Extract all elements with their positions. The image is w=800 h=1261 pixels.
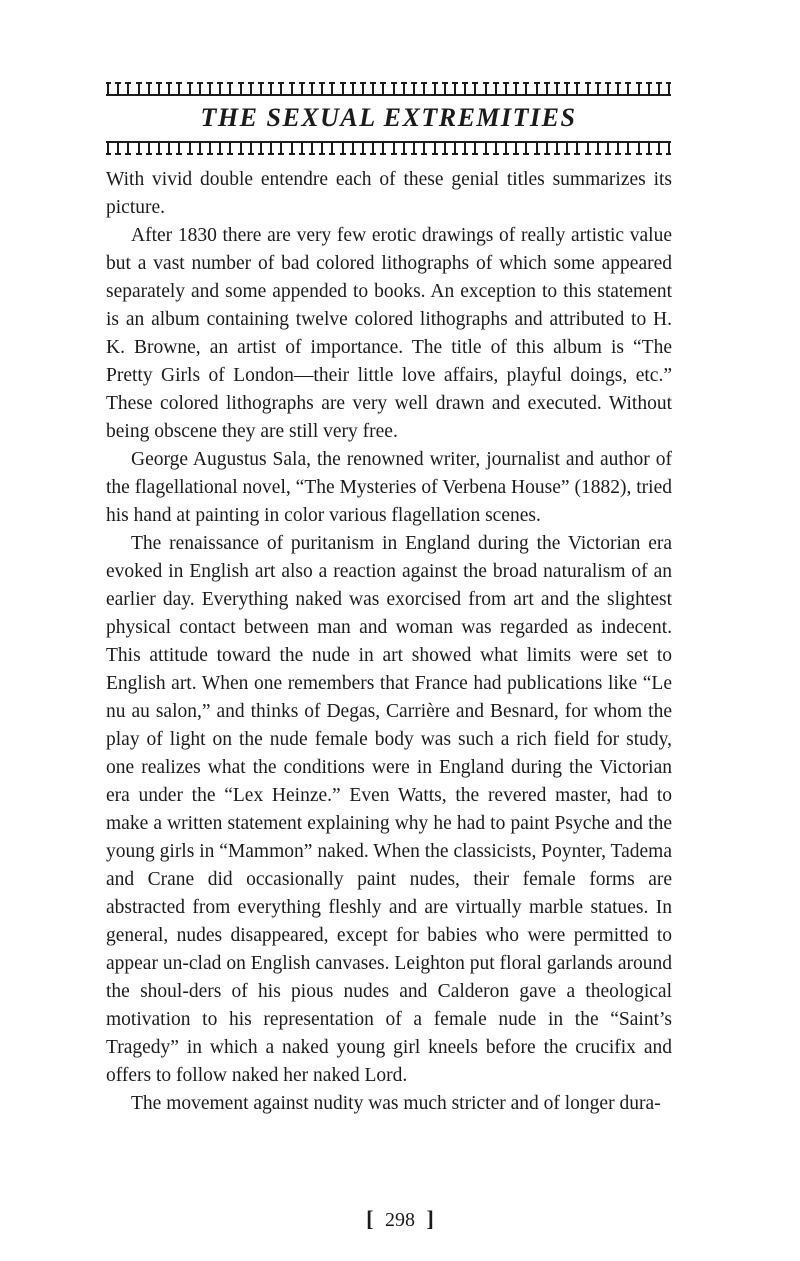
- paragraph: After 1830 there are very few erotic drawings of really artistic value but a vast number of bad colored lithographs of which some appeared separately and some appended to books. An exception to this statement is an album containing twelve colored lithographs and attributed to H. K. Browne, an artist of importance. The title of this album is “The Pretty Girls of London—their little love affairs, playful doings, etc.” These colored lithographs are very well drawn and executed. Without being obscene they are still very free.: [106, 225, 672, 442]
- ornament-tick: [330, 82, 333, 94]
- ornament-tick: [463, 143, 466, 155]
- ornament-tick: [300, 143, 303, 155]
- ornament-tick: [218, 143, 221, 155]
- ornament-tick: [453, 143, 456, 155]
- ornament-tick: [484, 82, 487, 94]
- paragraph: With vivid double entendre each of these genial titles summarizes its picture.: [106, 169, 672, 218]
- ornament-tick: [198, 82, 201, 94]
- ornament-tick: [555, 82, 558, 94]
- ornament-tick: [535, 143, 538, 155]
- ornament-tick: [177, 143, 180, 155]
- ornament-tick: [586, 82, 589, 94]
- ornament-tick: [320, 82, 323, 94]
- ornament-tick: [351, 143, 354, 155]
- ornament-tick: [657, 143, 660, 155]
- ornament-tick: [137, 143, 140, 155]
- ornament-tick: [188, 143, 191, 155]
- body-text: [106, 166, 672, 1118]
- ornament-tick: [116, 143, 119, 155]
- paragraph: The movement against nudity was much stricter and of longer dura-: [131, 1093, 661, 1114]
- ornament-tick: [484, 143, 487, 155]
- ornament-tick: [463, 82, 466, 94]
- ornament-tick: [320, 143, 323, 155]
- ornament-tick: [279, 82, 282, 94]
- ornament-tick: [228, 143, 231, 155]
- page-number-value: 298: [385, 1209, 415, 1231]
- ornament-tick: [473, 82, 476, 94]
- ornament-tick: [371, 143, 374, 155]
- ornament-tick: [290, 82, 293, 94]
- ornament-tick: [371, 82, 374, 94]
- ornament-tick: [453, 82, 456, 94]
- ornament-tick: [626, 82, 629, 94]
- ornament-tick: [269, 143, 272, 155]
- ornament-tick: [514, 143, 517, 155]
- ornament-tick: [177, 82, 180, 94]
- ornament-tick: [535, 82, 538, 94]
- ornament-tick: [596, 143, 599, 155]
- ornament-tick: [167, 143, 170, 155]
- ornament-tick: [606, 143, 609, 155]
- ornament-tick: [300, 82, 303, 94]
- ornament-tick: [443, 82, 446, 94]
- ornament-tick: [575, 82, 578, 94]
- ornament-tick: [412, 82, 415, 94]
- header-ornament-top: [106, 82, 671, 96]
- paragraph: The renaissance of puritanism in England during the Victorian era evoked in English art also a reaction against the broad naturalism of an earlier day. Everything naked was exorcised from art and the slightest physical contact between man and woman was regarded as indecent. This attitude toward the nude in art showed what limits were set to English art. When one remembers that France had publications like “Le nu au salon,” and thinks of Degas, Carrière and Besnard, for whom the play of light on the nude female body was such a rich field for study, one realizes what the conditions were in England during the Victorian era under the “Lex Heinze.” Even Watts, the revered master, had to make a written statement explaining why he had to paint Psyche and the young girls in “Mammon” naked. When the classicists, Poynter, Tadema and Crane did occasionally paint nudes, their female forms are abstracted from everything fleshly and are virtually marble statues. In general, nudes disappeared, except for babies who were permitted to appear un-clad on English canvases. Leighton put floral garlands around the shoul-ders of his pious nudes and Calderon gave a theological motivation to his representation of a female nude in the “Saint’s Tragedy” in which a naked young girl kneels before the crucifix and offers to follow naked her naked Lord.: [106, 533, 672, 1086]
- ornament-tick: [290, 143, 293, 155]
- ornament-tick: [392, 82, 395, 94]
- ornament-tick: [249, 82, 252, 94]
- ornament-tick: [433, 82, 436, 94]
- ornament-tick: [198, 143, 201, 155]
- ornament-tick: [504, 143, 507, 155]
- ornament-tick: [647, 82, 650, 94]
- ornament-tick: [626, 143, 629, 155]
- page-number-open-bracket: [: [366, 1206, 374, 1231]
- ornament-tick: [259, 143, 262, 155]
- ornament-tick: [637, 82, 640, 94]
- ornament-tick: [208, 82, 211, 94]
- ornament-tick: [443, 143, 446, 155]
- paragraph: George Augustus Sala, the renowned writer, journalist and author of the flagellational novel, “The Mysteries of Verbena House” (1882), tried his hand at painting in color various flagellation scenes.: [106, 449, 672, 526]
- ornament-tick: [412, 143, 415, 155]
- ornament-tick: [504, 82, 507, 94]
- page-number-close-bracket: ]: [426, 1206, 434, 1231]
- ornament-tick: [586, 143, 589, 155]
- ornament-tick: [279, 143, 282, 155]
- ornament-tick: [208, 143, 211, 155]
- ornament-tick: [157, 82, 160, 94]
- ornament-tick: [402, 82, 405, 94]
- ornament-tick: [228, 82, 231, 94]
- ornament-tick: [616, 143, 619, 155]
- ornament-tick: [341, 143, 344, 155]
- ornament-tick: [514, 82, 517, 94]
- ornament-tick: [606, 82, 609, 94]
- ornament-tick: [259, 82, 262, 94]
- ornament-tick: [239, 143, 242, 155]
- ornament-tick: [494, 143, 497, 155]
- ornament-tick: [147, 143, 150, 155]
- ornament-tick: [616, 82, 619, 94]
- ornament-tick: [106, 143, 109, 155]
- ornament-tick: [351, 82, 354, 94]
- ornament-tick: [188, 82, 191, 94]
- ornament-tick: [524, 82, 527, 94]
- ornament-tick: [433, 143, 436, 155]
- ornament-tick: [545, 143, 548, 155]
- ornament-tick: [218, 82, 221, 94]
- ornament-tick: [381, 82, 384, 94]
- ornament-tick: [341, 82, 344, 94]
- ornament-tick: [596, 82, 599, 94]
- ornament-tick: [524, 143, 527, 155]
- ornament-tick: [330, 143, 333, 155]
- ornament-tick: [667, 82, 670, 94]
- ornament-tick: [555, 143, 558, 155]
- ornament-tick: [402, 143, 405, 155]
- ornament-tick: [657, 82, 660, 94]
- ornament-tick: [157, 143, 160, 155]
- ornament-tick: [494, 82, 497, 94]
- ornament-tick: [310, 82, 313, 94]
- ornament-tick: [269, 82, 272, 94]
- ornament-tick: [361, 82, 364, 94]
- ornament-tick: [422, 82, 425, 94]
- ornament-tick: [545, 82, 548, 94]
- ornament-tick: [310, 143, 313, 155]
- ornament-tick: [647, 143, 650, 155]
- ornament-tick: [239, 82, 242, 94]
- ornament-tick: [126, 143, 129, 155]
- ornament-tick: [126, 82, 129, 94]
- ornament-tick: [565, 82, 568, 94]
- header-ornament-bottom: [106, 141, 671, 155]
- running-head: THE SEXUAL EXTREMITIES: [200, 103, 577, 132]
- ornament-tick: [106, 82, 109, 94]
- ornament-tick: [575, 143, 578, 155]
- ornament-tick: [473, 143, 476, 155]
- ornament-tick: [249, 143, 252, 155]
- ornament-tick: [381, 143, 384, 155]
- ornament-tick: [147, 82, 150, 94]
- page-number: [0, 1204, 800, 1235]
- ornament-tick: [667, 143, 670, 155]
- ornament-tick: [137, 82, 140, 94]
- ornament-tick: [637, 143, 640, 155]
- ornament-tick: [361, 143, 364, 155]
- ornament-tick: [422, 143, 425, 155]
- ornament-tick: [392, 143, 395, 155]
- ornament-tick: [565, 143, 568, 155]
- ornament-tick: [116, 82, 119, 94]
- ornament-tick: [167, 82, 170, 94]
